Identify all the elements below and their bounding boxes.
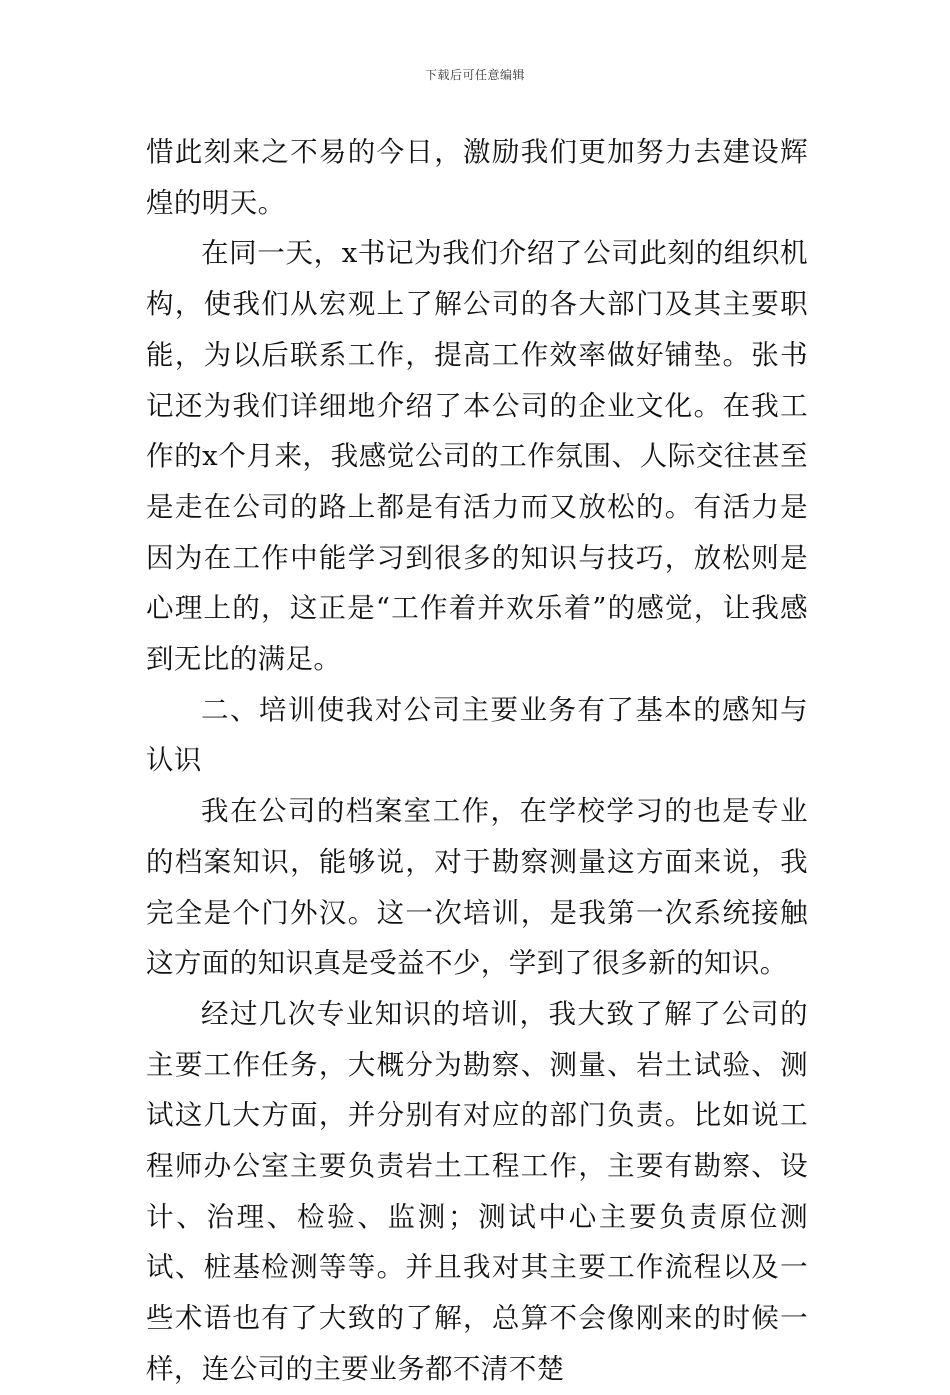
paragraph-3: 我在公司的档案室工作，在学校学习的也是专业的档案知识，能够说，对于勘察测量这方面来说，我完全是个门外汉。这一次培训，是我第一次系统接触这方面的知识真是受益不少，学到了很多新的知识。: [146, 795, 808, 980]
section-heading-2: 二、培训使我对公司主要业务有了基本的感知与认识: [146, 693, 808, 777]
document-body: [146, 127, 808, 1395]
download-note: 下载后可任意编辑: [424, 68, 525, 82]
paragraph-1: 惜此刻来之不易的今日，激励我们更加努力去建设辉煌的明天。: [146, 136, 808, 219]
paragraph-4: 经过几次专业知识的培训，我大致了解了公司的主要工作任务，大概分为勘察、测量、岩土试验、测试这几大方面，并分别有对应的部门负责。比如说工程师办公室主要负责岩土工程工作，主要有勘察、设计、治理、检验、监测；测试中心主要负责原位测试、桩基检测等等。并且我对其主要工作流程以及一些术语也有了大致的了解，总算不会像刚来的时候一样，连公司的主要业务都不清不楚: [146, 997, 808, 1385]
paragraph-2: 在同一天，x书记为我们介绍了公司此刻的组织机构，使我们从宏观上了解公司的各大部门及其主要职能，为以后联系工作，提高工作效率做好铺垫。张书记还为我们详细地介绍了本公司的企业文化。在我工作的x个月来，我感觉公司的工作氛围、人际交往甚至是走在公司的路上都是有活力而又放松的。有活力是因为在工作中能学习到很多的知识与技巧，放松则是心理上的，这正是“工作着并欢乐着”的感觉，让我感到无比的满足。: [146, 237, 808, 676]
